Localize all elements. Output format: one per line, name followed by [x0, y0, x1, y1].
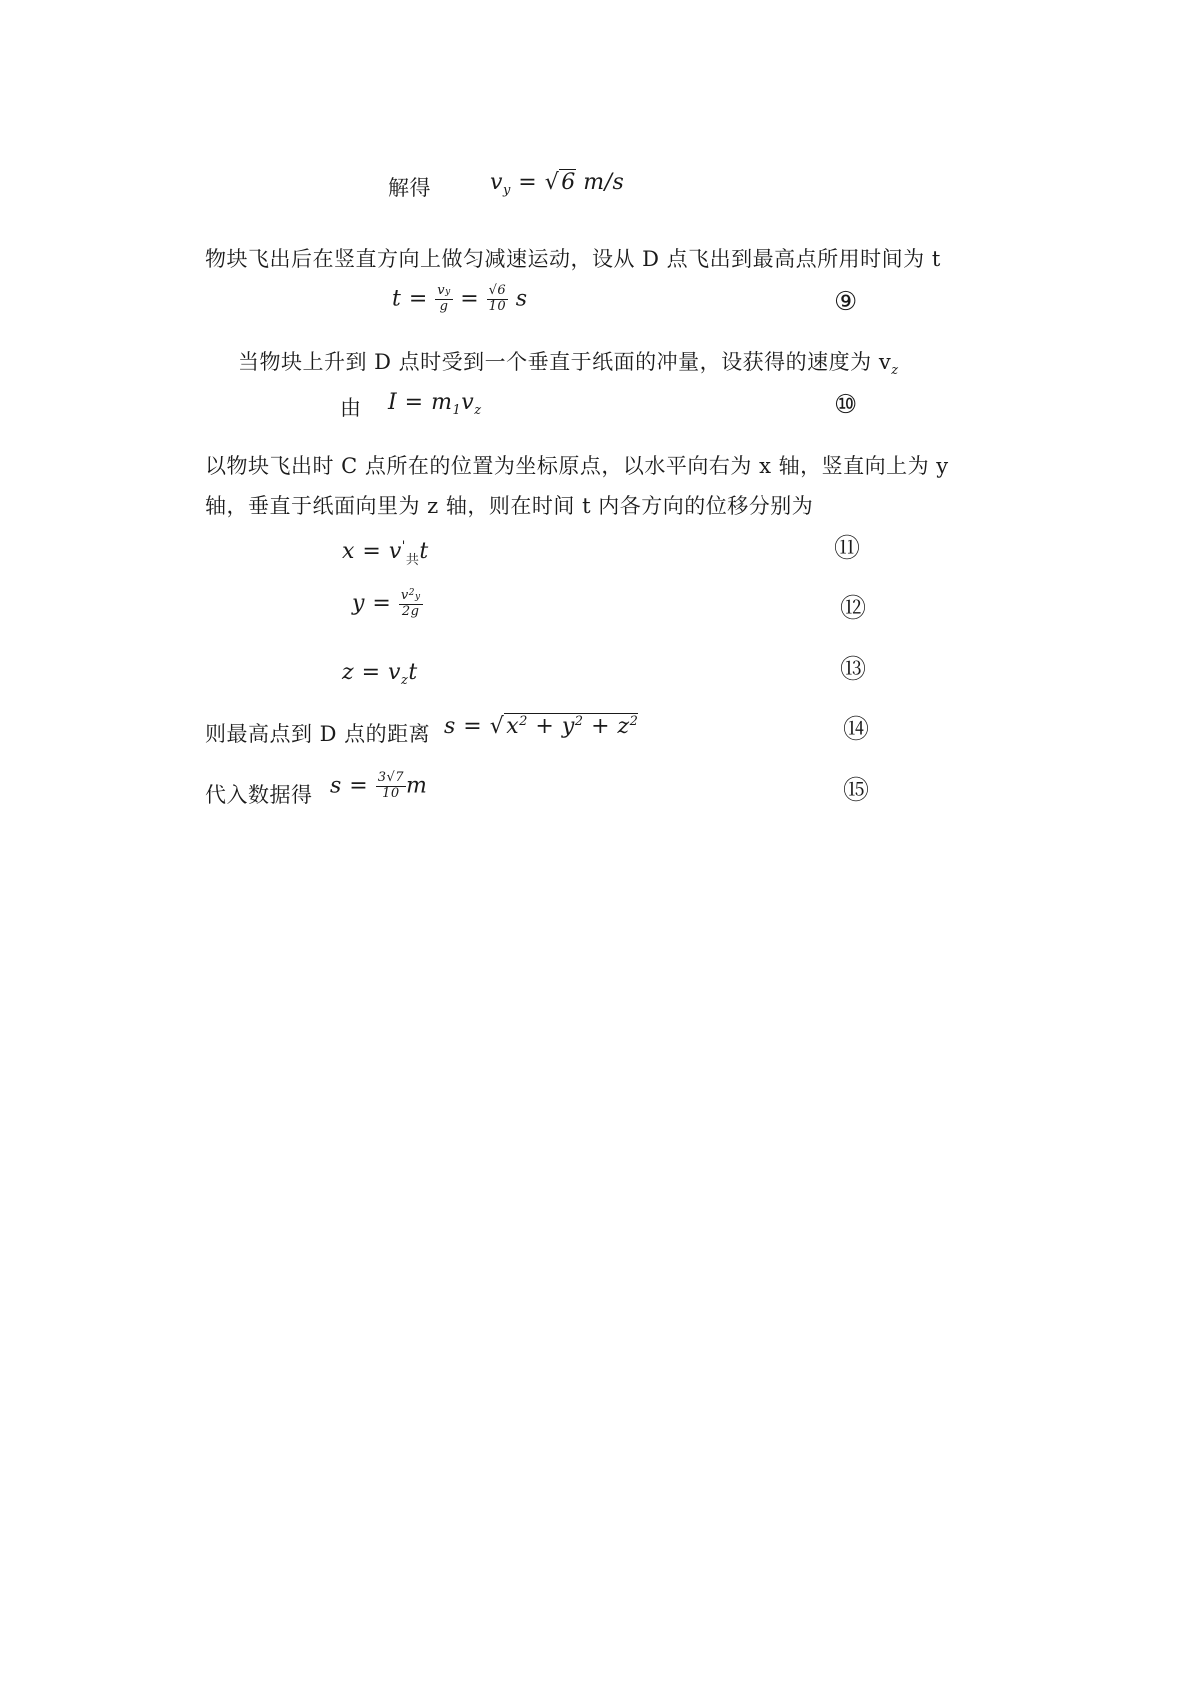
equation-number-11: ⑪ — [834, 534, 861, 564]
impulse-text: 当物块上升到 D 点时受到一个垂直于纸面的冲量，设获得的速度为 v — [238, 350, 892, 374]
equation-x: $x = v'_共t$ — [342, 539, 429, 568]
equation-number-15: ⑮ — [843, 776, 870, 806]
equation-number-9: ⑨ — [834, 287, 858, 317]
equation-number-14: ⑭ — [843, 715, 870, 745]
equation-impulse: $I = m_1v_z$ — [388, 390, 482, 418]
equation-number-10: ⑩ — [834, 390, 858, 420]
equation-s-value: s = $\frac{3√7}{10}$ m — [330, 770, 428, 801]
by-label: 由 — [340, 396, 362, 420]
substitute-label: 代入数据得 — [205, 783, 313, 807]
equation-y: y = $\frac{v^2y}{2g}$ — [352, 588, 421, 619]
equation-number-13: ⑬ — [840, 655, 867, 685]
paragraph-coordinates-2: 轴，垂直于纸面向里为 z 轴，则在时间 t 内各方向的位移分别为 — [205, 494, 814, 518]
equation-s-formula: $s = √x^2 + y^2 + z^2$ — [444, 714, 639, 739]
distance-label: 则最高点到 D 点的距离 — [205, 722, 431, 746]
equation-z: $z = v_zt$ — [342, 660, 418, 688]
paragraph-vertical-motion: 物块飞出后在竖直方向上做匀减速运动，设从 D 点飞出到最高点所用时间为 t — [205, 247, 941, 271]
equation-vy: $v_y = √6$ m/s — [490, 170, 625, 198]
solve-label: 解得 — [388, 176, 431, 200]
paragraph-coordinates-1: 以物块飞出时 C 点所在的位置为坐标原点，以水平向右为 x 轴，竖直向上为 y — [205, 454, 949, 478]
equation-number-12: ⑫ — [840, 594, 867, 624]
impulse-sub: z — [891, 363, 899, 378]
paragraph-impulse — [238, 346, 899, 378]
equation-t: t = $\frac{vy}{g}$ = $\frac{√6}{10}$ s — [392, 283, 528, 314]
